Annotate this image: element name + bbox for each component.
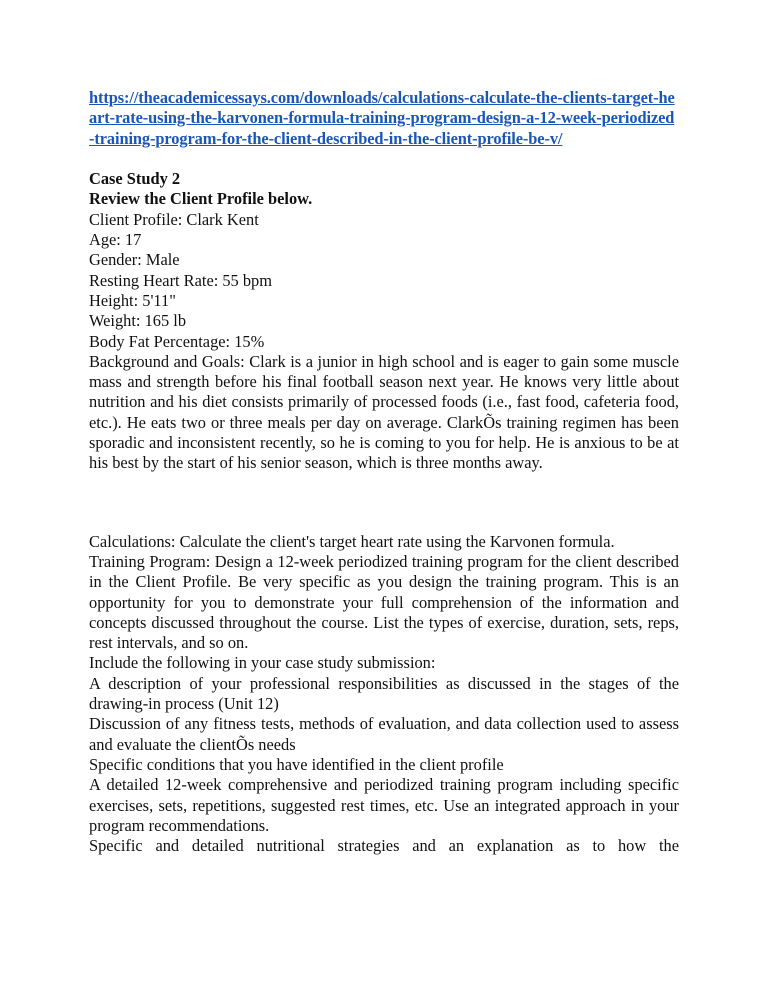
case-study-heading: Case Study 2 xyxy=(89,169,181,189)
profile-weight: Weight: 165 lb xyxy=(89,311,187,331)
profile-resting-hr: Resting Heart Rate: 55 bpm xyxy=(89,270,272,290)
blank-line xyxy=(89,149,679,169)
profile-gender: Gender: Male xyxy=(89,250,180,270)
list-item: Specific conditions that you have identified in the client profile xyxy=(89,754,504,774)
list-item: Discussion of any fitness tests, methods of evaluation, and data collection used to assess and evaluate the clientÕs needs xyxy=(89,714,679,754)
document-body xyxy=(89,88,679,856)
blank-lines xyxy=(89,474,679,532)
list-item: A detailed 12-week comprehensive and periodized training program including specific exercises, sets, repetitions, suggested rest times, etc. Use an integrated approach in your program recommendations. xyxy=(89,775,679,835)
source-link[interactable]: https://theacademicessays.com/downloads/calculations-calculate-the-clients-target-heart-rate-using-the-karvonen-formula-training-program-design-a-12-week-periodized-training-program-for-the-client-described-in-the-client-profile-be-v/ xyxy=(89,88,675,148)
include-intro: Include the following in your case study submission: xyxy=(89,653,436,673)
training-program-paragraph: Training Program: Design a 12-week periodized training program for the client described in the Client Profile. Be very specific as you design the training program. This is an opportunity for you to demonstrate your full comprehension of the information and concepts discussed throughout the course. List the types of exercise, duration, sets, reps, rest intervals, and so on. xyxy=(89,551,679,653)
profile-body-fat: Body Fat Percentage: 15% xyxy=(89,331,265,351)
background-paragraph: Background and Goals: Clark is a junior in high school and is eager to gain some muscle mass and strength before his final football season next year. He knows very little about nutrition and his diet consists primarily of processed foods (i.e., fast food, cafeteria food, etc.). He eats two or three meals per day on average. ClarkÕs training regimen has been sporadic and inconsistent recently, so he is coming to you for help. He is anxious to be at his best by the start of his senior season, which is three months away. xyxy=(89,351,679,473)
calculations-paragraph: Calculations: Calculate the client's target heart rate using the Karvonen formula. xyxy=(89,531,615,551)
profile-client: Client Profile: Clark Kent xyxy=(89,209,259,229)
list-item: Specific and detailed nutritional strategies and an explanation as to how the xyxy=(89,836,679,856)
profile-age: Age: 17 xyxy=(89,230,142,250)
review-heading: Review the Client Profile below. xyxy=(89,189,313,209)
profile-height: Height: 5'11" xyxy=(89,290,176,310)
list-item: A description of your professional responsibilities as discussed in the stages of the drawing-in process (Unit 12) xyxy=(89,673,679,714)
